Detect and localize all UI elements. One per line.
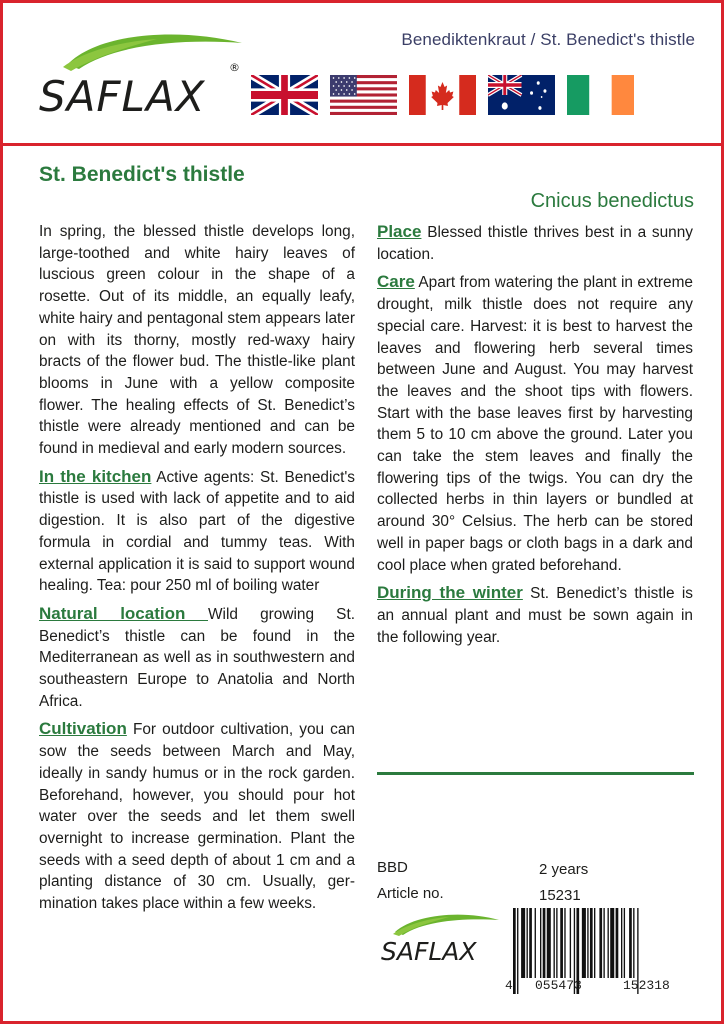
saflax-logo-small	[379, 908, 503, 968]
saflax-logo	[37, 25, 247, 125]
winter-text: St. Benedict’s thistle is an annual plant and must be sown again in the following year.	[377, 585, 693, 646]
care-text: Apart from watering the plant in extreme drought, milk thistle does not require any special care. Harvest: it is best to harvest the leaves and flowering herb several times between June and August. You may harvest the leaves and the shoot tips with flowers. Start with the base leaves first by harvesting them 5 to 10 cm above the ground. Later you can take the stem leaves and finally the flowering tips of the twigs. You can dry the collected herbs in thin layers or bundled at around 30° Celsius. The herb can be stored well in paper bags or cloth bags in a dark and cool place when grated beforehand.	[377, 274, 693, 574]
location-section	[39, 603, 355, 713]
location-text: Wild growing St. Benedict’s thistle can be found in the Mediterranean as well as in southwestern and southeastern Europe to Anatolia and North Africa.	[39, 605, 355, 710]
barcode-bar	[529, 908, 532, 978]
barcode-bar	[521, 908, 525, 978]
barcode-bar	[535, 908, 536, 978]
australia-flag	[488, 75, 555, 115]
barcode-bar	[543, 908, 546, 978]
brand-name-small: SAFLAX	[381, 937, 477, 966]
barcode-bar	[624, 908, 625, 978]
barcode-bar	[517, 908, 518, 994]
barcode	[503, 906, 703, 998]
kitchen-heading: In the kitchen	[39, 466, 152, 486]
barcode-bar	[554, 908, 555, 978]
barcode-bar	[616, 908, 619, 978]
barcode-bar	[582, 908, 586, 978]
cultivation-text: For outdoor cultivation, you can sow the seeds between March and May, ideally in sandy humus or in the rock garden. Beforehand, however, you should pour hot water over the seeds and let them swell overnight to increase germination. Plant the seeds with a seed depth of about 1 cm and a planting distance of 30 cm. Usually, germination takes place within a few weeks.	[39, 721, 355, 913]
barcode-bar	[560, 908, 563, 978]
barcode-bar	[513, 908, 516, 994]
barcode-bar	[590, 908, 593, 978]
barcode-bar	[629, 908, 632, 978]
barcode-bar	[610, 908, 614, 978]
bbd-value: 2 years	[539, 861, 589, 878]
barcode-bar	[547, 908, 551, 978]
page-title: St. Benedict's thistle	[39, 163, 245, 186]
barcode-bar	[594, 908, 595, 978]
barcode-bar	[599, 908, 602, 978]
winter-section	[377, 582, 693, 648]
bbd-label: BBD	[377, 859, 408, 876]
uk-flag	[251, 75, 318, 115]
barcode-bar	[556, 908, 557, 978]
header-divider	[3, 143, 721, 146]
place-text: Blessed thistle thrives best in a sunny location.	[377, 224, 693, 263]
barcode-bar	[564, 908, 565, 978]
location-heading: Natural location	[39, 603, 208, 623]
barcode-bar	[587, 908, 588, 978]
winter-heading: During the winter	[377, 583, 523, 603]
latin-name: Cnicus benedictus	[530, 190, 694, 212]
canada-flag	[409, 75, 476, 115]
article-value: 15231	[539, 887, 581, 904]
barcode-bar	[603, 908, 604, 978]
barcode-bar	[621, 908, 622, 978]
usa-flag	[330, 75, 397, 115]
brand-name: SAFLAX	[39, 72, 206, 121]
intro-paragraph: In spring, the blessed thistle develops long, large-toothed and white hairy leaves of luscious green colour in the shape of a rosette. Out of its middle, an equally leafy, white hairy and pentagonal stem appears later on with its thorny, mostly red-waxy hairy bracts of the flower bud. The thistle-like plant blooms in June with a yellow composite flower. The healing effects of St. Benedict’s thistle were already mentioned and can be found in medieval and early modern sources.	[39, 223, 355, 458]
article-label: Article no.	[377, 885, 444, 902]
kitchen-section	[39, 466, 355, 597]
barcode-group-1: 055473	[535, 978, 582, 993]
cultivation-heading: Cultivation	[39, 719, 127, 739]
barcode-bar	[608, 908, 609, 978]
right-column	[377, 221, 693, 654]
barcode-bar	[527, 908, 528, 978]
cultivation-section	[39, 718, 355, 914]
product-name: Benediktenkraut / St. Benedict's thistle	[401, 30, 695, 49]
place-section	[377, 221, 693, 265]
left-column	[39, 221, 355, 921]
place-heading: Place	[377, 222, 422, 241]
info-divider	[377, 772, 694, 775]
barcode-bar	[570, 908, 571, 978]
barcode-first-digit: 4	[505, 978, 513, 993]
barcode-bar	[633, 908, 634, 978]
kitchen-text: Active agents: St. Benedict's thistle is used with lack of appetite and to aid digestion. It is also part of the digestive formula in cordial and tummy teas. With external application it is said to support wound healing. Tea: pour 250 ml of boiling water	[39, 468, 356, 595]
registered-mark: ®	[229, 61, 240, 74]
care-section	[377, 271, 693, 576]
barcode-bar	[540, 908, 541, 978]
care-heading: Care	[377, 272, 415, 292]
barcode-group-2: 152318	[623, 978, 670, 993]
ireland-flag	[567, 75, 634, 115]
